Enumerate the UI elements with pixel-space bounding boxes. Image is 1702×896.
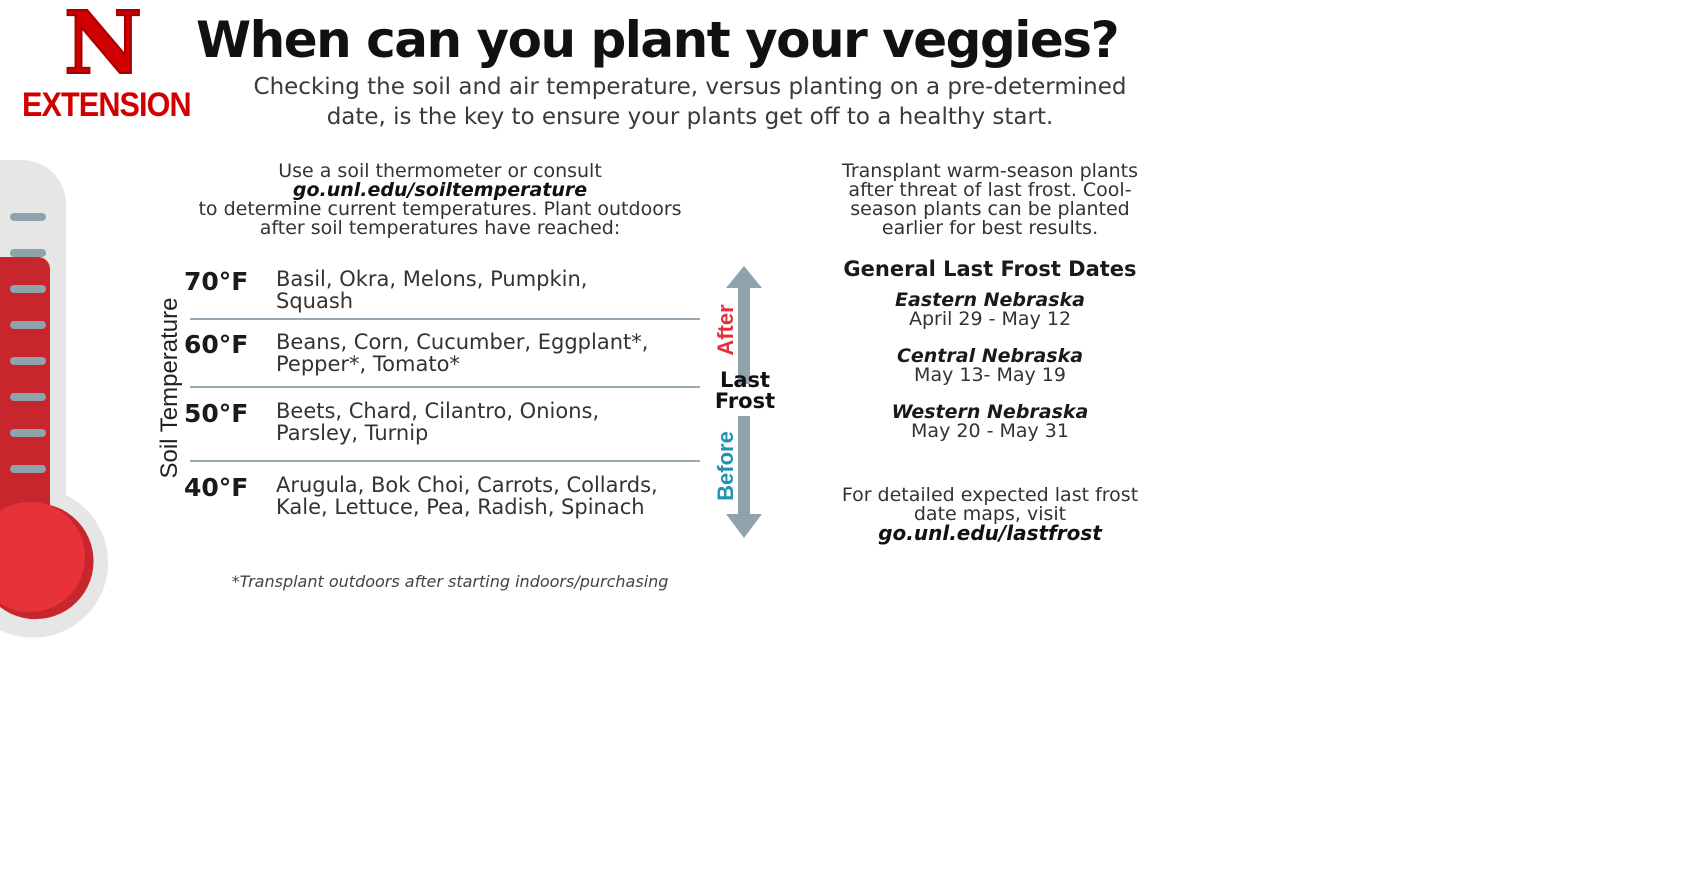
region-name: Central Nebraska — [896, 345, 1084, 367]
region-eastern — [800, 291, 1180, 329]
plant-list — [276, 268, 716, 312]
frost-maps-line-2: date maps, visit — [913, 503, 1067, 525]
plant-list-line-2: Kale, Lettuce, Pea, Radish, Spinach — [276, 495, 645, 519]
last-frost-line-2: Frost — [714, 389, 776, 413]
temp-value: 50°F — [184, 399, 249, 428]
region-central — [800, 347, 1180, 385]
plant-list — [276, 474, 716, 518]
plant-list-line-2: Parsley, Turnip — [276, 421, 429, 445]
soil-intro — [150, 162, 730, 238]
plant-list — [276, 400, 716, 444]
row-divider — [190, 386, 700, 388]
plant-list-line-2: Pepper*, Tomato* — [276, 352, 460, 376]
subtitle-line-2: date, is the key to ensure your plants get off to a healthy start. — [326, 104, 1054, 130]
row-divider — [190, 318, 700, 320]
thermometer-icon — [0, 160, 120, 640]
region-western — [800, 403, 1180, 441]
plant-list — [276, 331, 716, 375]
frost-maps-line-1: For detailed expected last frost — [841, 484, 1139, 506]
extension-wordmark: EXTENSION — [22, 86, 191, 124]
soil-intro-line-1: Use a soil thermometer or consult — [278, 160, 602, 182]
soil-temperature-axis-label: Soil Temperature — [156, 297, 183, 479]
page-subtitle — [190, 72, 1190, 132]
temp-value: 60°F — [184, 330, 249, 359]
plant-list-line-1: Beans, Corn, Cucumber, Eggplant*, — [276, 330, 649, 354]
transplant-intro-line-2: after threat of last frost. Cool- — [848, 179, 1132, 201]
soil-temperature-link[interactable]: go.unl.edu/soiltemperature — [292, 179, 588, 201]
soil-intro-line-3: after soil temperatures have reached: — [259, 217, 621, 239]
temp-value: 40°F — [184, 473, 249, 502]
plant-list-line-1: Beets, Chard, Cilantro, Onions, — [276, 399, 600, 423]
before-label: Before — [713, 431, 738, 501]
frost-dates-title: General Last Frost Dates — [843, 257, 1137, 281]
last-frost-link[interactable]: go.unl.edu/lastfrost — [878, 521, 1102, 545]
transplant-intro-line-1: Transplant warm-season plants — [842, 160, 1138, 182]
plant-list-line-2: Squash — [276, 289, 354, 313]
transplant-intro — [800, 162, 1180, 238]
last-frost-line-1: Last — [719, 368, 771, 392]
plant-list-line-1: Arugula, Bok Choi, Carrots, Collards, — [276, 473, 658, 497]
region-name: Eastern Nebraska — [895, 289, 1085, 311]
after-label: After — [713, 304, 738, 356]
last-frost-label — [700, 370, 790, 412]
region-name: Western Nebraska — [891, 401, 1089, 423]
temp-value: 70°F — [184, 267, 249, 296]
subtitle-line-1: Checking the soil and air temperature, versus planting on a pre-determined — [253, 74, 1127, 100]
page-title: When can you plant your veggies? — [196, 11, 1119, 69]
region-dates: May 20 - May 31 — [911, 420, 1069, 442]
transplant-intro-line-3: season plants can be planted — [850, 198, 1130, 220]
frost-maps-note — [800, 486, 1180, 543]
transplant-intro-line-4: earlier for best results. — [881, 217, 1099, 239]
soil-intro-line-2: to determine current temperatures. Plant outdoors — [198, 198, 682, 220]
region-dates: May 13- May 19 — [914, 364, 1066, 386]
region-dates: April 29 - May 12 — [908, 308, 1072, 330]
unl-logo-n: N — [63, 0, 143, 94]
row-divider — [190, 460, 700, 462]
plant-list-line-1: Basil, Okra, Melons, Pumpkin, — [276, 267, 588, 291]
transplant-footnote: *Transplant outdoors after starting indoors/purchasing — [231, 572, 669, 591]
